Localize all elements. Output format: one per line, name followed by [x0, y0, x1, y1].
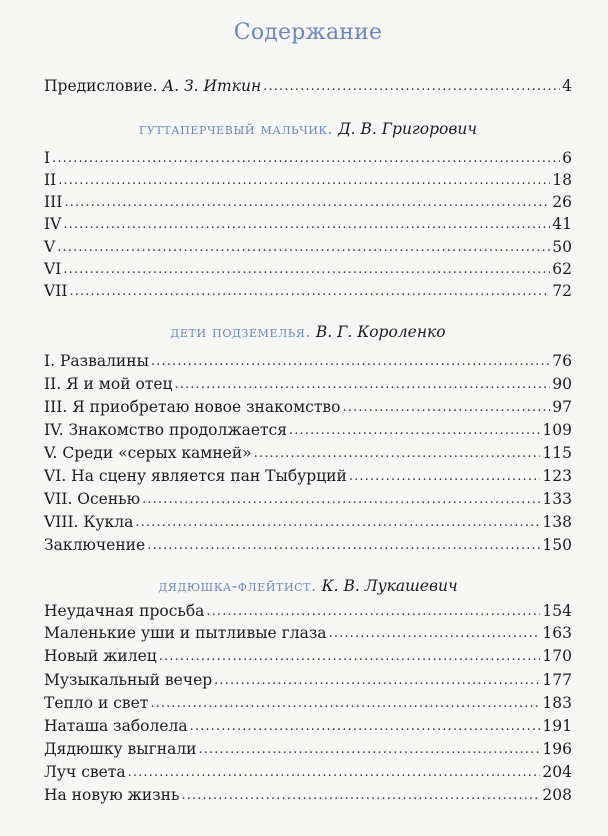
entry-page-number: 41 — [552, 215, 572, 233]
dot-leader — [58, 169, 550, 191]
dot-leader — [147, 534, 540, 556]
toc-entry[interactable] — [44, 670, 572, 692]
toc-entry[interactable] — [44, 693, 572, 715]
entry-page-number: 115 — [542, 444, 572, 462]
dot-leader — [263, 75, 560, 97]
toc-entry-preface[interactable] — [44, 76, 572, 98]
toc-entry[interactable] — [44, 623, 572, 645]
entry-page-number: 26 — [552, 193, 572, 211]
dot-leader — [342, 396, 550, 418]
dot-leader — [150, 692, 540, 714]
entry-page-number: 50 — [552, 238, 572, 256]
entry-page-number: 138 — [542, 513, 572, 531]
entry-label: На новую жизнь — [44, 786, 180, 804]
entry-page-number: 123 — [542, 467, 572, 485]
entry-page-number: 183 — [542, 694, 572, 712]
work-title: гуттаперчевый мальчик. — [138, 120, 334, 138]
entry-page-number: 18 — [552, 171, 572, 189]
entry-page-number: 97 — [552, 398, 572, 416]
dot-leader — [206, 600, 540, 622]
dot-leader — [199, 738, 541, 760]
dot-leader — [63, 213, 550, 235]
toc-entry[interactable] — [44, 374, 572, 396]
section-heading-lukashevich — [44, 577, 572, 595]
work-title: дядюшка-флейтист. — [158, 577, 317, 595]
dot-leader — [254, 442, 541, 464]
entry-label: III — [44, 193, 63, 211]
entry-label: Музыкальный вечер — [44, 671, 213, 689]
toc-entry[interactable] — [44, 466, 572, 488]
work-author: К. В. Лукашевич — [321, 577, 458, 595]
entry-page-number: 62 — [552, 260, 572, 278]
entry-label: VI. На сцену является пан Тыбурций — [44, 467, 347, 485]
entry-label: Предисловие. А. З. Иткин — [44, 77, 262, 95]
entry-label: Маленькие уши и пытливые глаза — [44, 624, 327, 642]
entry-page-number: 154 — [542, 602, 572, 620]
toc-entry[interactable] — [44, 762, 572, 784]
entry-page-number: 208 — [542, 786, 572, 804]
toc-entry[interactable] — [44, 716, 572, 738]
work-author: В. Г. Короленко — [315, 323, 446, 341]
entry-label: III. Я приобретаю новое знакомство — [44, 398, 341, 416]
entry-label: Заключение — [44, 536, 146, 554]
toc-entry[interactable] — [44, 351, 572, 373]
dot-leader — [69, 280, 550, 302]
entry-page-number: 163 — [542, 624, 572, 642]
entry-page-number: 72 — [552, 282, 572, 300]
entry-page-number: 170 — [542, 647, 572, 665]
dot-leader — [57, 236, 550, 258]
entry-page-number: 90 — [552, 375, 572, 393]
entry-label: IV. Знакомство продолжается — [44, 421, 288, 439]
entry-label: VII. Осенью — [44, 490, 141, 508]
dot-leader — [214, 669, 540, 691]
entry-page-number: 6 — [562, 149, 572, 167]
toc-entry[interactable] — [44, 237, 572, 259]
entry-label: Наташа заболела — [44, 717, 188, 735]
work-author: Д. В. Григорович — [338, 120, 477, 138]
entry-label: I — [44, 149, 51, 167]
entry-page-number: 191 — [542, 717, 572, 735]
dot-leader — [151, 350, 550, 372]
dot-leader — [142, 488, 540, 510]
entry-label: I. Развалины — [44, 352, 149, 370]
entry-label: Луч света — [44, 763, 126, 781]
toc-entry[interactable] — [44, 739, 572, 761]
section-heading-grigorovich — [44, 120, 572, 138]
entry-page-number: 177 — [542, 671, 572, 689]
entry-page-number: 196 — [542, 740, 572, 758]
toc-entry[interactable] — [44, 443, 572, 465]
dot-leader — [128, 761, 541, 783]
toc-entry[interactable] — [44, 489, 572, 511]
entry-label: VII — [44, 282, 68, 300]
entry-label: Тепло и свет — [44, 694, 149, 712]
entry-page-number: 133 — [542, 490, 572, 508]
dot-leader — [159, 645, 541, 667]
dot-leader — [329, 622, 541, 644]
entry-page-number: 204 — [542, 763, 572, 781]
entry-label: VI — [44, 260, 62, 278]
dot-leader — [63, 258, 550, 280]
entry-label: IV — [44, 215, 62, 233]
toc-entry[interactable] — [44, 214, 572, 236]
toc-entry[interactable] — [44, 535, 572, 557]
toc-entry[interactable] — [44, 148, 572, 170]
entry-page-number: 76 — [552, 352, 572, 370]
dot-leader — [135, 511, 540, 533]
toc-entry[interactable] — [44, 397, 572, 419]
entry-label: Новый жилец — [44, 647, 157, 665]
section-heading-korolenko — [44, 323, 572, 341]
toc-entry[interactable] — [44, 512, 572, 534]
entry-label: II. Я и мой отец — [44, 375, 173, 393]
entry-label: V. Среди «серых камней» — [44, 444, 252, 462]
entry-label: VIII. Кукла — [44, 513, 134, 531]
entry-page-number: 150 — [542, 536, 572, 554]
entry-page-number: 109 — [542, 421, 572, 439]
toc-entry[interactable] — [44, 170, 572, 192]
dot-leader — [175, 373, 551, 395]
dot-leader — [64, 191, 550, 213]
dot-leader — [349, 465, 541, 487]
page-title: Содержание — [233, 20, 383, 45]
entry-page-number: 4 — [562, 77, 572, 95]
entry-label: II — [44, 171, 57, 189]
toc-entry[interactable] — [44, 259, 572, 281]
entry-label: Неудачная просьба — [44, 602, 205, 620]
toc-entry[interactable] — [44, 420, 572, 442]
dot-leader — [289, 419, 540, 441]
dot-leader — [190, 715, 541, 737]
dot-leader — [52, 147, 560, 169]
dot-leader — [181, 784, 540, 806]
toc-entry[interactable] — [44, 281, 572, 303]
toc-entry[interactable] — [44, 601, 572, 623]
entry-label: Дядюшку выгнали — [44, 740, 197, 758]
toc-entry[interactable] — [44, 785, 572, 807]
work-title: дети подземелья. — [170, 323, 311, 341]
toc-entry[interactable] — [44, 192, 572, 214]
entry-label: V — [44, 238, 56, 256]
toc-entry[interactable] — [44, 646, 572, 668]
